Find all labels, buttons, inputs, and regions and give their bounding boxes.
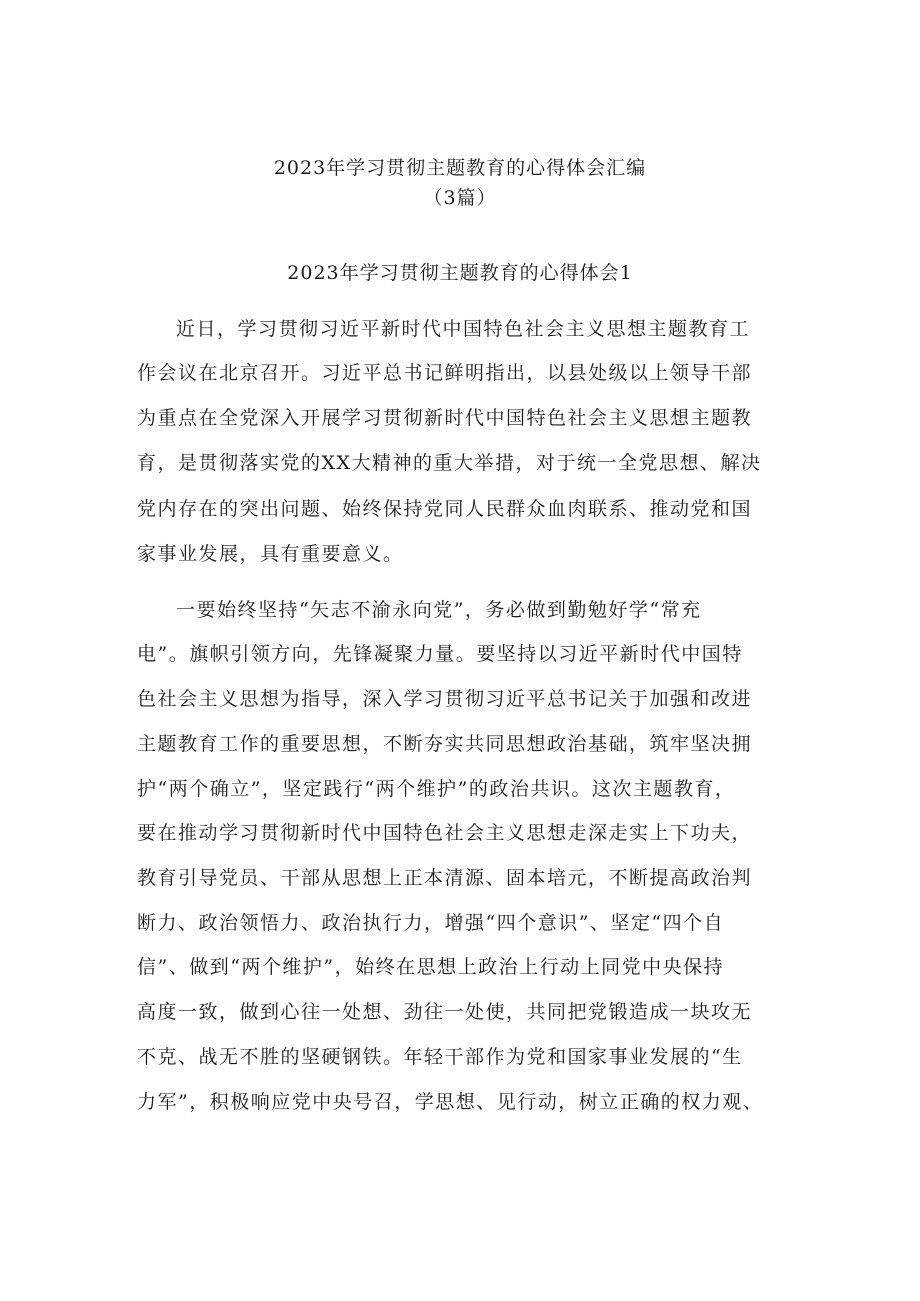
paragraph-line: 育，是贯彻落实党的XX大精神的重大举措，对于统一全党思想、解决 [137, 452, 762, 474]
document-title-subtitle: （3篇） [423, 187, 497, 209]
section-heading: 2023年学习贯彻主题教育的心得体会1 [287, 262, 633, 284]
paragraph-line: 党内存在的突出问题、始终保持党同人民群众血肉联系、推动党和国 [137, 498, 753, 520]
paragraph-line: 家事业发展，具有重要意义。 [137, 543, 404, 565]
paragraph-line: 高度一致，做到心往一处想、劲往一处使，共同把党锻造成一块攻无 [137, 1001, 753, 1023]
paragraph-line: 一要始终坚持“矢志不渝永向党”，务必做到勤勉好学“常充 [176, 599, 702, 621]
paragraph-line: 为重点在全党深入开展学习贯彻新时代中国特色社会主义思想主题教 [137, 407, 753, 429]
paragraph-line: 近日，学习贯彻习近平新时代中国特色社会主义思想主题教育工 [176, 318, 751, 340]
paragraph-line: 要在推动学习贯彻新时代中国特色社会主义思想走深走实上下功夫， [137, 822, 753, 844]
paragraph-line: 断力、政治领悟力、政治执行力，增强“四个意识”、坚定“四个自 [137, 912, 725, 934]
paragraph-line: 作会议在北京召开。习近平总书记鲜明指出，以县处级以上领导干部 [137, 362, 753, 384]
document-title: 2023年学习贯彻主题教育的心得体会汇编 [273, 157, 647, 179]
paragraph-line: 护“两个确立”，坚定践行“两个维护”的政治共识。这次主题教育， [137, 778, 736, 800]
paragraph-line: 信”、做到“两个维护”，始终在思想上政治上行动上同党中央保持 [137, 956, 725, 978]
paragraph-line: 不克、战无不胜的坚硬钢铁。年轻干部作为党和国家事业发展的“生 [137, 1046, 743, 1068]
paragraph-line: 色社会主义思想为指导，深入学习贯彻习近平总书记关于加强和改进 [137, 688, 753, 710]
paragraph-line: 电”。旗帜引领方向，先锋凝聚力量。要坚持以习近平新时代中国特 [137, 643, 743, 665]
paragraph-line: 力军”，积极响应党中央号召，学思想、见行动，树立正确的权力观、 [137, 1091, 764, 1113]
paragraph-line: 教育引导党员、干部从思想上正本清源、固本培元，不断提高政治判 [137, 867, 753, 889]
paragraph-line: 主题教育工作的重要思想，不断夯实共同思想政治基础，筑牢坚决拥 [137, 733, 753, 755]
